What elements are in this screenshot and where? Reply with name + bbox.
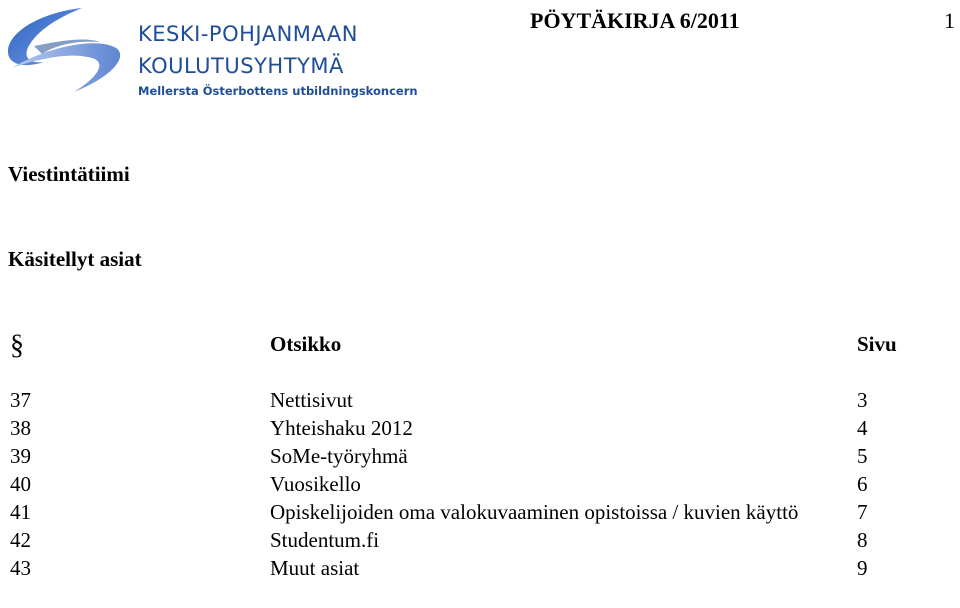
agenda-item-title: Studentum.fi: [270, 528, 380, 552]
agenda-item-title: Muut asiat: [270, 556, 360, 580]
agenda-row: [0, 498, 960, 526]
logo-subtitle: Mellersta Österbottens utbildningskoncern: [138, 84, 418, 98]
agenda-row: [0, 386, 960, 414]
agenda-item-title: Nettisivut: [270, 388, 353, 412]
agenda-item-number: 41: [10, 500, 31, 524]
agenda-item-title: Vuosikello: [270, 472, 361, 496]
page-column-header: Sivu: [857, 332, 897, 356]
title-column-header: Otsikko: [270, 332, 342, 356]
page-number: 1: [944, 8, 955, 33]
agenda-item-title: Opiskelijoiden oma valokuvaaminen opistoissa / kuvien käyttö: [270, 500, 799, 524]
agenda-item-page: 6: [857, 472, 868, 496]
agenda-item-number: 39: [10, 444, 31, 468]
agenda-item-number: 43: [10, 556, 31, 580]
agenda-item-page: 7: [857, 500, 868, 524]
agenda-row: [0, 442, 960, 470]
agenda-item-title: Yhteishaku 2012: [270, 416, 413, 440]
organization-logo: [4, 6, 418, 100]
agenda-item-page: 8: [857, 528, 868, 552]
agenda-item-number: 40: [10, 472, 31, 496]
logo-swoosh-icon: [4, 6, 128, 96]
agenda-item-number: 42: [10, 528, 31, 552]
agenda-table: [0, 330, 960, 582]
document-title: PÖYTÄKIRJA 6/2011: [530, 8, 740, 33]
agenda-item-title: SoMe-työryhmä: [270, 444, 408, 468]
topics-heading: Käsitellyt asiat: [8, 247, 142, 271]
section-column-header: §: [10, 330, 24, 361]
agenda-item-page: 9: [857, 556, 868, 580]
agenda-header-row: [0, 330, 960, 386]
team-heading: Viestintätiimi: [8, 162, 130, 186]
agenda-row: [0, 414, 960, 442]
agenda-row: [0, 526, 960, 554]
agenda-item-page: 3: [857, 388, 868, 412]
agenda-item-number: 37: [10, 388, 31, 412]
agenda-item-page: 4: [857, 416, 868, 440]
agenda-row: [0, 470, 960, 498]
agenda-row: [0, 554, 960, 582]
logo-line-2: KOULUTUSYHTYMÄ: [138, 54, 344, 78]
logo-line-1: KESKI-POHJANMAAN: [138, 22, 358, 46]
agenda-item-page: 5: [857, 444, 868, 468]
agenda-item-number: 38: [10, 416, 31, 440]
